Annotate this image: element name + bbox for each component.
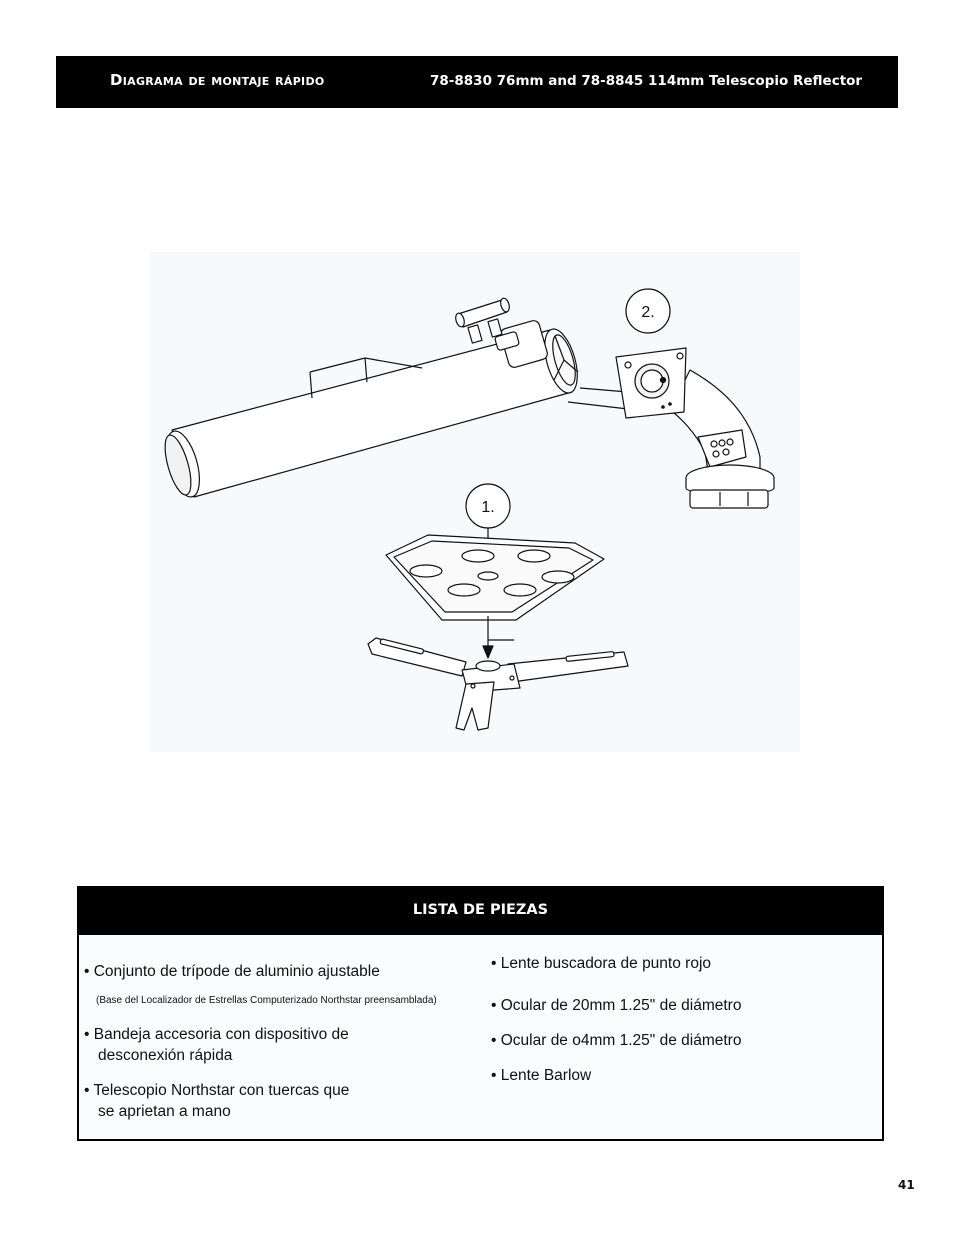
parts-list: [77, 886, 884, 1141]
list-item: • Ocular de 20mm 1.25" de diámetro: [491, 997, 742, 1014]
callout-1-label: 1.: [481, 499, 495, 516]
model-subtitle: 78-8830 76mm and 78-8845 114mm Telescopio Reflector: [430, 73, 863, 89]
page-number: 41: [898, 1178, 915, 1192]
parts-list-body: [79, 935, 882, 1139]
list-item: • Lente Barlow: [491, 1067, 592, 1084]
mount-arm: [616, 348, 774, 508]
callout-2-label: 2.: [641, 304, 655, 321]
list-item: desconexión rápida: [98, 1047, 233, 1064]
alignment-lines: [568, 388, 628, 409]
list-item: • Ocular de o4mm 1.25" de diámetro: [491, 1032, 742, 1049]
tray-arrow: [483, 616, 514, 658]
list-item: • Bandeja accesoria con dispositivo de: [84, 1026, 349, 1043]
telescope-tube: [160, 297, 584, 500]
parts-list-header: [79, 888, 882, 935]
parts-list-title: LISTA DE PIEZAS: [412, 902, 549, 918]
accessory-tray: [386, 535, 604, 620]
list-item: se aprietan a mano: [98, 1103, 231, 1120]
tripod-base: [368, 638, 628, 730]
page-title: Diagrama de montaje rápido: [110, 71, 325, 89]
list-item: • Conjunto de trípode de aluminio ajustable: [84, 963, 380, 980]
assembly-diagram: [150, 252, 800, 752]
assembly-illustration: [150, 252, 800, 752]
header-bar: [56, 56, 898, 108]
list-item-note: (Base del Localizador de Estrellas Computerizado Northstar preensamblada): [96, 995, 437, 1006]
list-item: • Lente buscadora de punto rojo: [491, 955, 712, 972]
list-item: • Telescopio Northstar con tuercas que: [84, 1082, 350, 1099]
